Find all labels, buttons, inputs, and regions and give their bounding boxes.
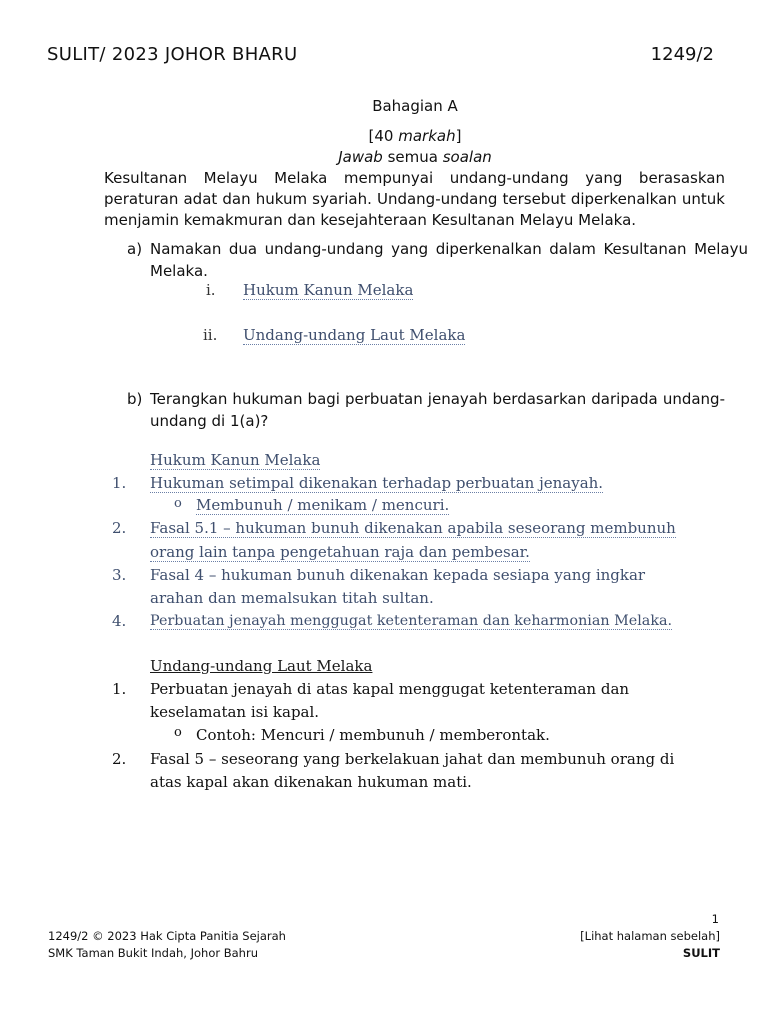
hkm-subitem-1: Membunuh / menikam / mencuri. <box>196 496 450 514</box>
question-a-label: a) <box>127 240 143 258</box>
hkm-item-2-line-1: Fasal 5.1 – hukuman bunuh dikenakan apabila seseorang membunuh <box>150 519 676 537</box>
question-b-text: Terangkan hukuman bagi perbuatan jenayah berdasarkan daripada undang- undang di 1(a)? <box>150 390 725 430</box>
hkm-num-1: 1. <box>112 474 127 492</box>
hkm-heading: Hukum Kanun Melaka <box>150 451 321 469</box>
hkm-item-2-line-2: orang lain tanpa pengetahuan raja dan pembesar. <box>150 543 530 561</box>
header-left: SULIT/ 2023 JOHOR BHARU <box>47 44 298 65</box>
answer-a-item-2: Undang-undang Laut Melaka <box>243 326 466 344</box>
ulm-item-2-line-2: atas kapal akan dikenakan hukuman mati. <box>150 773 472 791</box>
hkm-num-2: 2. <box>112 519 127 537</box>
footer-sulit: SULIT <box>682 946 720 960</box>
question-a <box>127 238 748 282</box>
footer-copyright: 1249/2 © 2023 Hak Cipta Panitia Sejarah <box>48 929 286 943</box>
hkm-item-1: Hukuman setimpal dikenakan terhadap perbuatan jenayah. <box>150 474 604 492</box>
hkm-num-4: 4. <box>112 612 127 630</box>
ulm-item-1-line-1: Perbuatan jenayah di atas kapal menggugat ketenteraman dan <box>150 680 630 698</box>
ulm-subitem-1: Contoh: Mencuri / membunuh / memberontak. <box>196 726 550 744</box>
ulm-bullet: o <box>174 725 182 740</box>
footer-next-page: [Lihat halaman sebelah] <box>580 929 720 943</box>
hkm-num-3: 3. <box>112 566 127 584</box>
hkm-item-3-line-2: arahan dan memalsukan titah sultan. <box>150 589 434 607</box>
ulm-num-2: 2. <box>112 750 127 768</box>
answer-a-num-1: i. <box>206 281 216 299</box>
ulm-item-2-line-1: Fasal 5 – seseorang yang berkelakuan jahat dan membunuh orang di <box>150 750 675 768</box>
footer-school: SMK Taman Bukit Indah, Johor Bahru <box>48 946 258 960</box>
page-number: 1 <box>711 912 719 926</box>
ulm-heading: Undang-undang Laut Melaka <box>150 657 373 675</box>
hkm-bullet: o <box>174 496 182 511</box>
header-paper-code: 1249/2 <box>650 44 714 65</box>
hkm-item-4: Perbuatan jenayah menggugat ketenteraman dan keharmonian Melaka. <box>150 613 673 629</box>
section-title: Bahagian A <box>372 97 458 115</box>
answer-a-num-2: ii. <box>203 326 218 344</box>
ulm-item-1-line-2: keselamatan isi kapal. <box>150 703 320 721</box>
question-b-label: b) <box>127 390 143 408</box>
intro-paragraph: Kesultanan Melayu Melaka mempunyai undang-undang yang berasaskan peraturan adat dan hukum syariah. Undang-undang tersebut diperkenalkan untuk menjamin kemakmuran dan kesejahteraan Kesultanan Melayu Melaka. <box>104 169 725 229</box>
hkm-item-3-line-1: Fasal 4 – hukuman bunuh dikenakan kepada sesiapa yang ingkar <box>150 566 646 584</box>
section-marks: [40 markah] <box>368 127 462 145</box>
question-b <box>127 388 725 432</box>
section-instruction: Jawab semua soalan <box>338 148 492 166</box>
answer-a-item-1: Hukum Kanun Melaka <box>243 281 414 299</box>
ulm-num-1: 1. <box>112 680 127 698</box>
question-a-text: Namakan dua undang-undang yang diperkenalkan dalam Kesultanan Melayu Melaka. <box>150 240 748 280</box>
